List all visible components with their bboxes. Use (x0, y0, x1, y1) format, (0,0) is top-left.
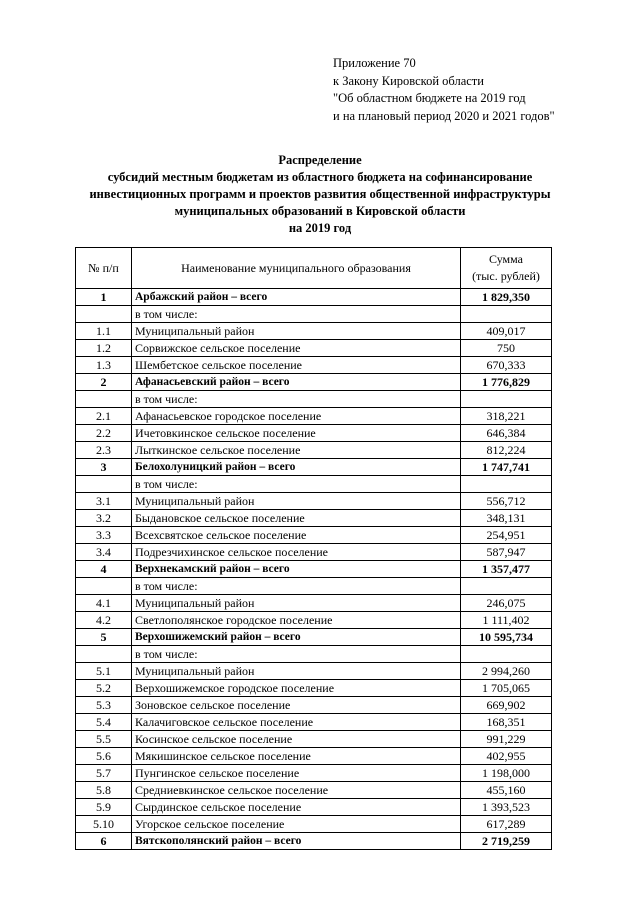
row-name: в том числе: (132, 306, 461, 323)
subsidy-table (75, 247, 552, 850)
row-number: 3.4 (76, 544, 132, 561)
table-row (76, 612, 552, 629)
row-sum: 254,951 (461, 527, 552, 544)
row-number: 3 (76, 459, 132, 476)
appendix-line-3: "Об областном бюджете на 2019 год (333, 91, 526, 105)
row-name: в том числе: (132, 476, 461, 493)
document-title (0, 152, 640, 237)
row-number: 5.1 (76, 663, 132, 680)
row-name: Верхнекамский район – всего (132, 561, 461, 578)
row-name: Косинское сельское поселение (132, 731, 461, 748)
table-row (76, 646, 552, 663)
row-sum (461, 476, 552, 493)
table-row (76, 340, 552, 357)
row-name: Средниевкинское сельское поселение (132, 782, 461, 799)
table-row (76, 476, 552, 493)
row-number (76, 476, 132, 493)
row-name: Вятскополянский район – всего (132, 833, 461, 850)
row-number: 5.5 (76, 731, 132, 748)
row-number: 5.4 (76, 714, 132, 731)
row-number: 4.2 (76, 612, 132, 629)
table-row (76, 442, 552, 459)
row-sum: 750 (461, 340, 552, 357)
row-name: Угорское сельское поселение (132, 816, 461, 833)
table-row (76, 408, 552, 425)
row-sum: 1 111,402 (461, 612, 552, 629)
row-name: Афанасьевский район – всего (132, 374, 461, 391)
row-number: 1.1 (76, 323, 132, 340)
table-row (76, 697, 552, 714)
row-name: в том числе: (132, 578, 461, 595)
row-number: 2.3 (76, 442, 132, 459)
row-name: Шембетское сельское поселение (132, 357, 461, 374)
row-name: Муниципальный район (132, 663, 461, 680)
row-name: Афанасьевское городское поселение (132, 408, 461, 425)
row-sum: 409,017 (461, 323, 552, 340)
appendix-header (333, 55, 555, 125)
row-sum: 2 719,259 (461, 833, 552, 850)
row-sum: 1 393,523 (461, 799, 552, 816)
table-row (76, 595, 552, 612)
row-sum: 318,221 (461, 408, 552, 425)
row-name: Арбажский район – всего (132, 289, 461, 306)
district-total-row (76, 459, 552, 476)
row-number: 5.2 (76, 680, 132, 697)
row-sum: 812,224 (461, 442, 552, 459)
row-number: 5.3 (76, 697, 132, 714)
row-number: 2 (76, 374, 132, 391)
row-sum: 669,902 (461, 697, 552, 714)
row-name: Мякишинское сельское поселение (132, 748, 461, 765)
row-name: Всехсвятское сельское поселение (132, 527, 461, 544)
row-sum: 670,333 (461, 357, 552, 374)
row-sum: 991,229 (461, 731, 552, 748)
table-row (76, 323, 552, 340)
row-number: 1.3 (76, 357, 132, 374)
row-name: Быдановское сельское поселение (132, 510, 461, 527)
row-number: 5 (76, 629, 132, 646)
row-number: 5.10 (76, 816, 132, 833)
row-number (76, 578, 132, 595)
table-row (76, 425, 552, 442)
row-sum: 1 776,829 (461, 374, 552, 391)
row-sum: 587,947 (461, 544, 552, 561)
district-total-row (76, 561, 552, 578)
row-sum: 10 595,734 (461, 629, 552, 646)
row-name: Верхошижемское городское поселение (132, 680, 461, 697)
row-sum: 1 198,000 (461, 765, 552, 782)
row-sum (461, 646, 552, 663)
row-name: Верхошижемский район – всего (132, 629, 461, 646)
row-number: 2.1 (76, 408, 132, 425)
row-name: Пунгинское сельское поселение (132, 765, 461, 782)
row-number (76, 306, 132, 323)
table-row (76, 357, 552, 374)
row-sum: 348,131 (461, 510, 552, 527)
row-sum (461, 578, 552, 595)
table-row (76, 731, 552, 748)
row-number: 5.6 (76, 748, 132, 765)
row-number: 1.2 (76, 340, 132, 357)
row-name: Муниципальный район (132, 323, 461, 340)
table-row (76, 816, 552, 833)
row-sum: 1 747,741 (461, 459, 552, 476)
row-sum: 246,075 (461, 595, 552, 612)
table-row (76, 799, 552, 816)
row-number: 5.7 (76, 765, 132, 782)
row-number: 3.1 (76, 493, 132, 510)
row-name: Муниципальный район (132, 595, 461, 612)
row-sum: 617,289 (461, 816, 552, 833)
appendix-line-2: к Закону Кировской области (333, 73, 484, 88)
row-sum: 455,160 (461, 782, 552, 799)
table-row (76, 493, 552, 510)
title-line-3: инвестиционных программ и проектов развития общественной инфраструктуры (89, 187, 551, 201)
title-line-1: Распределение (278, 153, 362, 167)
district-total-row (76, 289, 552, 306)
header-num: № п/п (76, 248, 132, 289)
table-row (76, 663, 552, 680)
table-row (76, 306, 552, 323)
row-name: Подрезчихинское сельское поселение (132, 544, 461, 561)
table-header-row (76, 248, 552, 289)
row-number: 5.9 (76, 799, 132, 816)
row-number: 3.2 (76, 510, 132, 527)
table-row (76, 748, 552, 765)
table-row (76, 578, 552, 595)
row-name: Зоновское сельское поселение (132, 697, 461, 714)
row-name: Сорвижское сельское поселение (132, 340, 461, 357)
row-name: Ичетовкинское сельское поселение (132, 425, 461, 442)
row-name: Муниципальный район (132, 493, 461, 510)
table-row (76, 544, 552, 561)
table-body (76, 289, 552, 850)
row-number: 6 (76, 833, 132, 850)
row-sum: 646,384 (461, 425, 552, 442)
row-name: Белохолуницкий район – всего (132, 459, 461, 476)
row-sum: 2 994,260 (461, 663, 552, 680)
row-name: Светлополянское городское поселение (132, 612, 461, 629)
row-name: в том числе: (132, 646, 461, 663)
row-sum: 1 357,477 (461, 561, 552, 578)
row-name: в том числе: (132, 391, 461, 408)
title-line-5: на 2019 год (288, 221, 352, 235)
table-row (76, 680, 552, 697)
row-sum (461, 306, 552, 323)
row-number: 5.8 (76, 782, 132, 799)
row-number: 4.1 (76, 595, 132, 612)
title-line-4: муниципальных образований в Кировской области (174, 204, 466, 218)
table-row (76, 527, 552, 544)
header-sum-line-1: Сумма (489, 252, 523, 266)
header-sum-line-2: (тыс. рублей) (472, 269, 540, 283)
header-name: Наименование муниципального образования (132, 248, 461, 289)
district-total-row (76, 629, 552, 646)
district-total-row (76, 374, 552, 391)
row-number: 3.3 (76, 527, 132, 544)
appendix-line-4: и на плановый период 2020 и 2021 годов" (333, 108, 555, 123)
title-line-2: субсидий местным бюджетам из областного бюджета на софинансирование (107, 170, 533, 184)
header-sum (461, 248, 552, 289)
row-sum (461, 391, 552, 408)
table-row (76, 391, 552, 408)
appendix-line-1: Приложение 70 (333, 56, 416, 70)
row-sum: 1 705,065 (461, 680, 552, 697)
row-sum: 556,712 (461, 493, 552, 510)
row-number: 4 (76, 561, 132, 578)
row-name: Сырдинское сельское поселение (132, 799, 461, 816)
row-number (76, 646, 132, 663)
table-row (76, 765, 552, 782)
row-number: 1 (76, 289, 132, 306)
table-row (76, 510, 552, 527)
row-number: 2.2 (76, 425, 132, 442)
table-row (76, 714, 552, 731)
district-total-row (76, 833, 552, 850)
row-sum: 168,351 (461, 714, 552, 731)
row-name: Лыткинское сельское поселение (132, 442, 461, 459)
row-number (76, 391, 132, 408)
row-name: Калачиговское сельское поселение (132, 714, 461, 731)
table-row (76, 782, 552, 799)
row-sum: 1 829,350 (461, 289, 552, 306)
row-sum: 402,955 (461, 748, 552, 765)
